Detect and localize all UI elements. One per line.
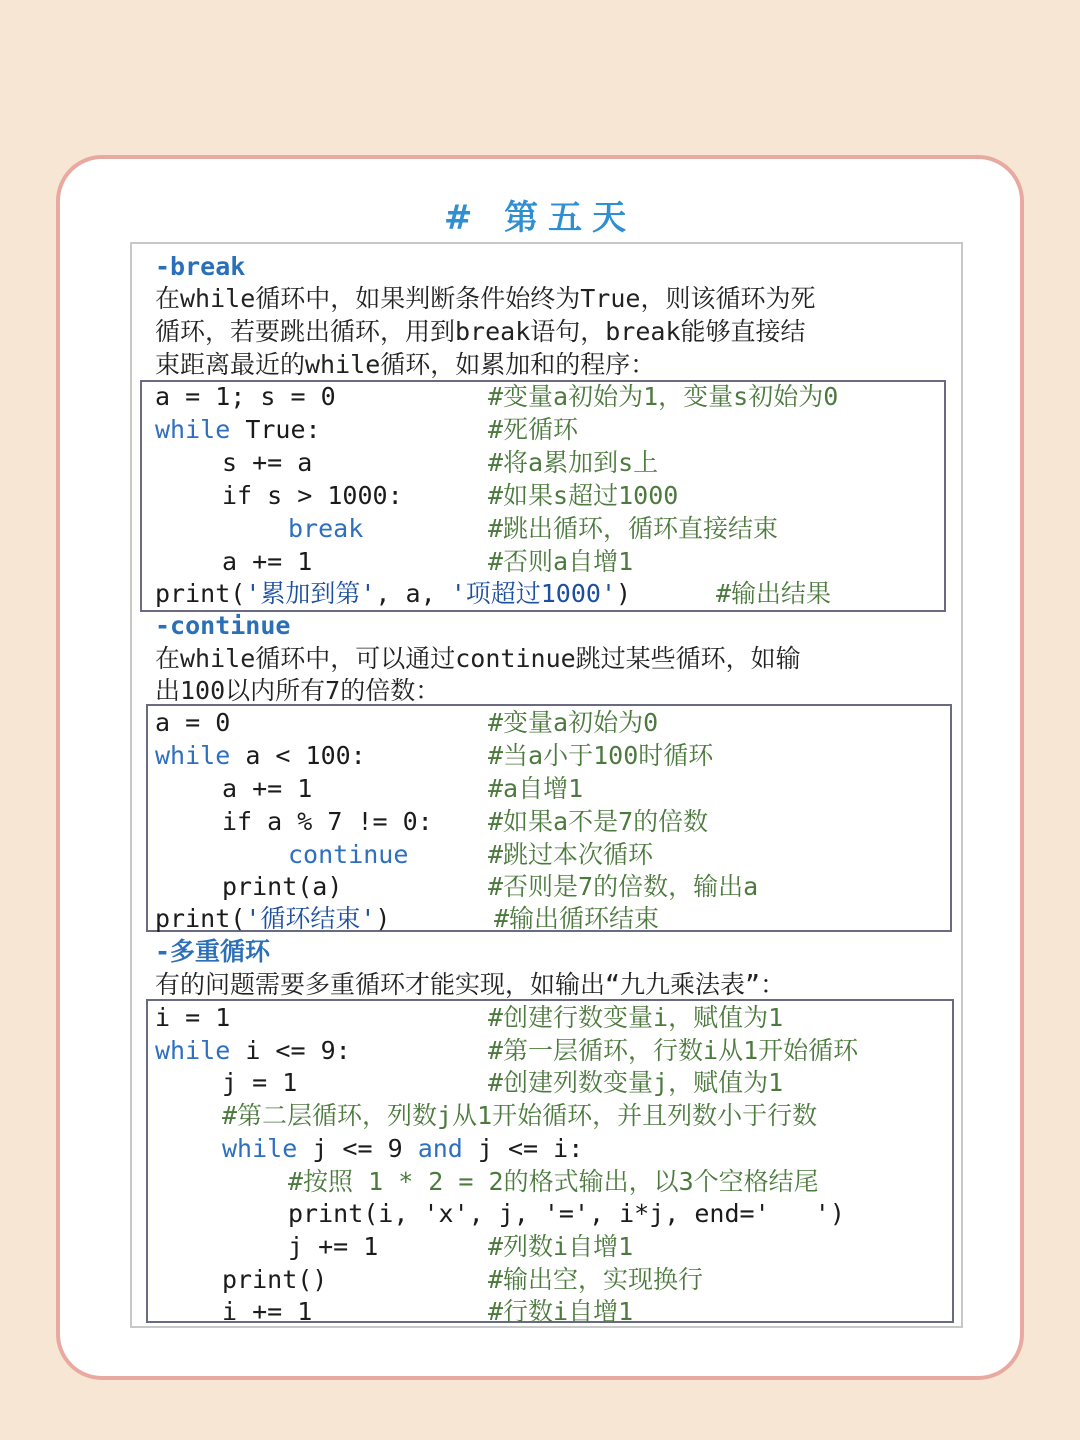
code-line: s += a [222,448,313,477]
code-comment: #输出空，实现换行 [488,1265,704,1294]
code-comment: #列数i自增1 [488,1232,634,1261]
paragraph-line: 循环，若要跳出循环，用到break语句，break能够直接结 [155,317,806,346]
code-line: a = 1; s = 0 [155,382,336,411]
code-comment: #如果a不是7的倍数 [488,807,709,836]
paragraph-line: 在while循环中，如果判断条件始终为True，则该循环为死 [155,284,816,313]
code-line: continue [288,840,409,869]
paragraph-line: 有的问题需要多重循环才能实现，如输出“九九乘法表”： [155,970,786,999]
code-line: j += 1 [288,1232,379,1261]
keyword: while [155,415,231,444]
code-line: if a % 7 != 0: [222,807,433,836]
code-comment: #第二层循环，列数j从1开始循环，并且列数小于行数 [222,1101,818,1130]
code-comment: #否则是7的倍数，输出a [488,872,759,901]
code-comment: #输出循环结束 [494,904,660,933]
code-comment: #a自增1 [488,774,584,803]
code-text: print( [155,904,246,933]
code-line [155,1034,351,1067]
paragraph-line: 在while循环中，可以通过continue跳过某些循环，如输 [155,644,801,673]
code-text: i <= 9: [230,1036,351,1065]
code-text: ) [616,579,632,608]
code-comment: #跳过本次循环 [488,840,654,869]
paragraph-line: 束距离最近的while循环，如累加和的程序： [155,350,656,379]
code-comment: #变量a初始为1，变量s初始为0 [488,382,839,411]
paragraph-line: 出100以内所有7的倍数： [155,676,441,705]
code-text: , a, [375,579,451,608]
code-line: i += 1 [222,1297,313,1326]
code-comment: #第一层循环，行数i从1开始循环 [488,1036,859,1065]
code-comment: #将a累加到s上 [488,448,659,477]
keyword: while [222,1134,298,1163]
code-line: a += 1 [222,547,313,576]
code-line: i = 1 [155,1003,231,1032]
code-comment: #创建列数变量j，赋值为1 [488,1068,784,1097]
code-text: ) [375,904,391,933]
code-line [155,739,366,772]
section-heading-continue: -continue [155,611,291,640]
section-heading-break: -break [155,252,246,281]
code-line: a = 0 [155,708,231,737]
page-title: # 第五天 [443,198,637,238]
string-literal: '循环结束' [245,904,376,933]
keyword: and [417,1134,463,1163]
code-comment: #如果s超过1000 [488,481,679,510]
code-text: j <= 9 [297,1134,418,1163]
code-text: print( [155,579,246,608]
code-line [222,1132,583,1165]
code-comment: #跳出循环，循环直接结束 [488,514,779,543]
section-heading-nested: -多重循环 [155,937,271,966]
code-line [155,902,390,935]
code-comment: #输出结果 [716,579,832,608]
string-literal: '累加到第' [245,579,376,608]
code-text: j <= i: [462,1134,584,1163]
code-comment: #否则a自增1 [488,547,634,576]
code-line: a += 1 [222,774,313,803]
code-line: j = 1 [222,1068,298,1097]
code-comment: #变量a初始为0 [488,708,659,737]
code-text: a < 100: [230,741,366,770]
code-comment: #按照 1 * 2 = 2的格式输出，以3个空格结尾 [288,1167,819,1196]
keyword: while [155,741,231,770]
code-line: if s > 1000: [222,481,403,510]
code-line: print(i, 'x', j, '=', i*j, end=' ') [288,1199,845,1228]
string-literal: '项超过1000' [450,579,616,608]
keyword: while [155,1036,231,1065]
code-line: print() [222,1265,328,1294]
code-comment: #当a小于100时循环 [488,741,714,770]
code-text: True: [230,415,321,444]
code-comment: #死循环 [488,415,579,444]
code-comment: #创建行数变量i，赋值为1 [488,1003,784,1032]
code-line: break [288,514,364,543]
code-line [155,413,321,446]
code-comment: #行数i自增1 [488,1297,634,1326]
code-line [155,577,631,610]
code-line: print(a) [222,872,343,901]
